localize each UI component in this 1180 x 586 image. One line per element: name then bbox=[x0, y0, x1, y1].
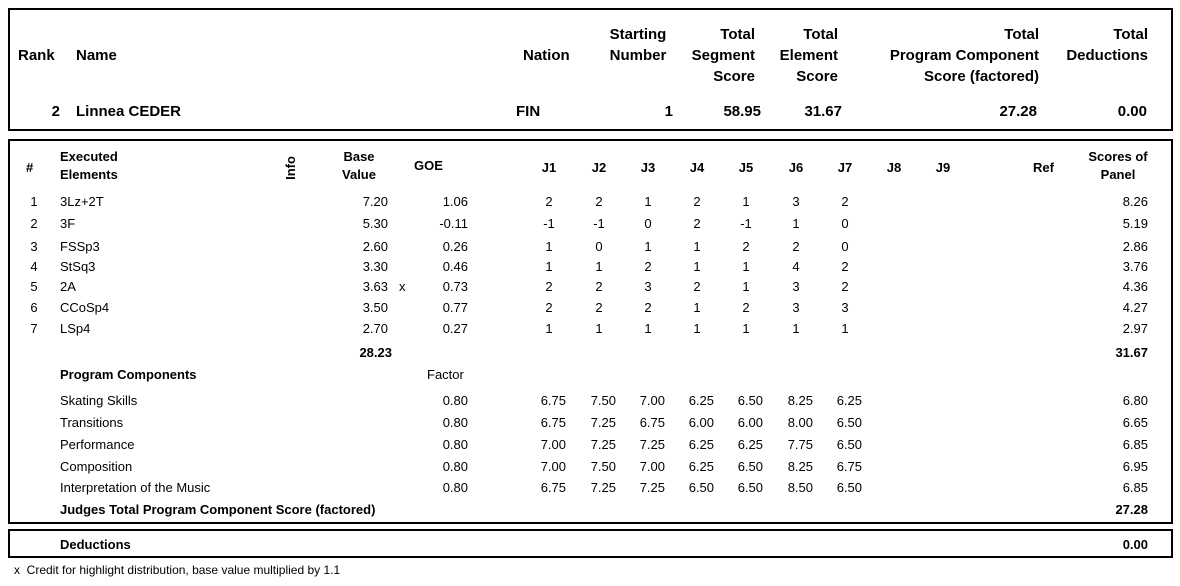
judge-score: 2 bbox=[595, 300, 603, 315]
judge-score: 1 bbox=[792, 216, 800, 231]
component-judge-score: 6.50 bbox=[836, 415, 862, 430]
component-name: Skating Skills bbox=[60, 393, 138, 408]
judge-score: 2 bbox=[545, 300, 553, 315]
ref-header: Ref bbox=[1033, 160, 1054, 175]
judge-score: -1 bbox=[543, 216, 555, 231]
judge-score: 2 bbox=[792, 239, 800, 254]
judge-score: 1 bbox=[595, 321, 603, 336]
component-judge-score: 6.25 bbox=[688, 459, 714, 474]
judge-score: 2 bbox=[644, 300, 652, 315]
name-header: Name bbox=[76, 47, 117, 64]
deductions-header: Total Deductions bbox=[1066, 26, 1148, 64]
element-base-value: 2.70 bbox=[362, 321, 388, 336]
component-judge-score: 6.75 bbox=[639, 415, 665, 430]
component-factor: 0.80 bbox=[442, 393, 468, 408]
component-factor: 0.80 bbox=[442, 480, 468, 495]
judge-score: 0 bbox=[595, 239, 603, 254]
element-number: 1 bbox=[30, 194, 38, 209]
element-panel-score: 4.27 bbox=[1122, 300, 1148, 315]
component-judge-score: 7.00 bbox=[540, 459, 566, 474]
program-components-title: Program Components bbox=[60, 367, 197, 382]
element-goe: 0.46 bbox=[442, 259, 468, 274]
element-goe: 0.73 bbox=[442, 279, 468, 294]
judge-score: 1 bbox=[644, 321, 652, 336]
element-number: 2 bbox=[30, 216, 38, 231]
component-judge-score: 6.75 bbox=[836, 459, 862, 474]
judge-score: -1 bbox=[593, 216, 605, 231]
element-base-value: 3.63 bbox=[362, 279, 388, 294]
element-name: StSq3 bbox=[60, 259, 96, 274]
judge-score: 1 bbox=[742, 259, 750, 274]
component-judge-score: 6.75 bbox=[540, 393, 566, 408]
judge-header-j7: J7 bbox=[837, 160, 853, 175]
element-base-value: 3.50 bbox=[362, 300, 388, 315]
element-number: 3 bbox=[30, 239, 38, 254]
component-panel-score: 6.85 bbox=[1122, 480, 1148, 495]
component-judge-score: 7.00 bbox=[639, 459, 665, 474]
nation-header: Nation bbox=[523, 47, 570, 64]
element-base-value: 7.20 bbox=[362, 194, 388, 209]
judge-score: 4 bbox=[792, 259, 800, 274]
judge-header-j4: J4 bbox=[689, 160, 705, 175]
skater-nation: FIN bbox=[516, 103, 541, 120]
judge-score: 1 bbox=[595, 259, 603, 274]
component-judge-score: 7.25 bbox=[590, 480, 616, 495]
judge-score: 1 bbox=[644, 194, 652, 209]
component-judge-score: 6.00 bbox=[737, 415, 763, 430]
component-factor: 0.80 bbox=[442, 459, 468, 474]
pcs-header: Total Program Component Score (factored) bbox=[889, 26, 1039, 85]
component-panel-score: 6.65 bbox=[1122, 415, 1148, 430]
judge-score: 1 bbox=[693, 239, 701, 254]
component-name: Transitions bbox=[60, 415, 124, 430]
element-panel-score: 8.26 bbox=[1122, 194, 1148, 209]
element-goe: 0.26 bbox=[442, 239, 468, 254]
num-header: # bbox=[26, 160, 34, 175]
goe-header: GOE bbox=[414, 158, 443, 173]
elements-base-total: 28.23 bbox=[359, 345, 392, 360]
component-name: Composition bbox=[60, 459, 133, 474]
base-value-header: Base Value bbox=[342, 149, 376, 182]
component-judge-score: 6.50 bbox=[688, 480, 714, 495]
deductions-box bbox=[8, 529, 1173, 558]
skater-name: Linnea CEDER bbox=[76, 103, 182, 120]
skater-tss: 58.95 bbox=[723, 103, 761, 120]
judge-score: 2 bbox=[841, 279, 849, 294]
deductions-label: Deductions bbox=[60, 537, 131, 552]
judge-score: 1 bbox=[792, 321, 800, 336]
element-name: 3Lz+2T bbox=[60, 194, 104, 209]
component-judge-score: 7.25 bbox=[639, 437, 665, 452]
element-number: 6 bbox=[30, 300, 38, 315]
element-panel-score: 5.19 bbox=[1122, 216, 1148, 231]
component-judge-score: 7.75 bbox=[787, 437, 813, 452]
element-base-value: 3.30 bbox=[362, 259, 388, 274]
judge-header-j2: J2 bbox=[591, 160, 607, 175]
judge-score: -1 bbox=[740, 216, 752, 231]
component-name: Performance bbox=[60, 437, 135, 452]
judge-score: 3 bbox=[644, 279, 652, 294]
rank-header: Rank bbox=[18, 47, 55, 64]
element-number: 4 bbox=[30, 259, 38, 274]
element-goe: 0.77 bbox=[442, 300, 468, 315]
component-judge-score: 8.50 bbox=[787, 480, 813, 495]
component-judge-score: 6.50 bbox=[836, 480, 862, 495]
judge-score: 2 bbox=[693, 216, 701, 231]
component-panel-score: 6.85 bbox=[1122, 437, 1148, 452]
element-panel-score: 3.76 bbox=[1122, 259, 1148, 274]
judge-score: 1 bbox=[742, 321, 750, 336]
judge-score: 1 bbox=[742, 194, 750, 209]
element-panel-score: 4.36 bbox=[1122, 279, 1148, 294]
judge-score: 3 bbox=[841, 300, 849, 315]
tss-header: Total Segment Score bbox=[691, 26, 755, 85]
judge-score: 2 bbox=[693, 194, 701, 209]
panel-score-header: Scores of Panel bbox=[1088, 149, 1148, 182]
judge-score: 1 bbox=[545, 259, 553, 274]
judge-header-j8: J8 bbox=[886, 160, 902, 175]
component-panel-score: 6.95 bbox=[1122, 459, 1148, 474]
factor-header: Factor bbox=[427, 367, 464, 382]
judge-score: 0 bbox=[841, 239, 849, 254]
judge-score: 2 bbox=[742, 239, 750, 254]
elements-score-total: 31.67 bbox=[1115, 345, 1148, 360]
starting-number-header: Starting Number bbox=[609, 26, 667, 64]
element-highlight-mark: x bbox=[399, 279, 406, 294]
element-panel-score: 2.86 bbox=[1122, 239, 1148, 254]
component-judge-score: 7.00 bbox=[540, 437, 566, 452]
footnote bbox=[14, 563, 340, 577]
element-number: 5 bbox=[30, 279, 38, 294]
judge-score: 2 bbox=[545, 194, 553, 209]
component-judge-score: 6.50 bbox=[737, 393, 763, 408]
element-name: 2A bbox=[60, 279, 76, 294]
component-judge-score: 6.25 bbox=[836, 393, 862, 408]
judge-header-j6: J6 bbox=[788, 160, 804, 175]
tes-header: Total Element Score bbox=[779, 26, 838, 85]
component-judge-score: 8.25 bbox=[787, 393, 813, 408]
judge-score: 2 bbox=[742, 300, 750, 315]
judge-score: 2 bbox=[841, 194, 849, 209]
element-name: FSSp3 bbox=[60, 239, 100, 254]
judge-score: 2 bbox=[545, 279, 553, 294]
judge-score: 1 bbox=[841, 321, 849, 336]
judge-header-j1: J1 bbox=[541, 160, 557, 175]
element-name: LSp4 bbox=[60, 321, 91, 336]
judge-score: 3 bbox=[792, 279, 800, 294]
component-judge-score: 7.00 bbox=[639, 393, 665, 408]
judge-score: 0 bbox=[644, 216, 652, 231]
component-judge-score: 7.25 bbox=[590, 415, 616, 430]
skater-pcs: 27.28 bbox=[999, 103, 1037, 120]
judge-score: 3 bbox=[792, 300, 800, 315]
element-goe: 0.27 bbox=[442, 321, 468, 336]
skater-tes: 31.67 bbox=[804, 103, 842, 120]
component-judge-score: 6.75 bbox=[540, 415, 566, 430]
component-judge-score: 6.25 bbox=[737, 437, 763, 452]
element-base-value: 2.60 bbox=[362, 239, 388, 254]
judge-score: 3 bbox=[792, 194, 800, 209]
judge-score: 1 bbox=[742, 279, 750, 294]
judge-score: 2 bbox=[841, 259, 849, 274]
component-judge-score: 7.50 bbox=[590, 459, 616, 474]
executed-elements-header: Executed Elements bbox=[60, 149, 118, 182]
component-panel-score: 6.80 bbox=[1122, 393, 1148, 408]
component-judge-score: 6.25 bbox=[688, 437, 714, 452]
judge-score: 0 bbox=[841, 216, 849, 231]
element-panel-score: 2.97 bbox=[1122, 321, 1148, 336]
element-number: 7 bbox=[30, 321, 38, 336]
footnote-text: Credit for highlight distribution, base value multiplied by 1.1 bbox=[26, 563, 341, 577]
component-name: Interpretation of the Music bbox=[60, 480, 211, 495]
judge-score: 1 bbox=[545, 321, 553, 336]
component-judge-score: 6.00 bbox=[688, 415, 714, 430]
judge-score: 2 bbox=[693, 279, 701, 294]
component-judge-score: 6.75 bbox=[540, 480, 566, 495]
judge-header-j5: J5 bbox=[738, 160, 754, 175]
element-goe: -0.11 bbox=[439, 216, 468, 231]
component-judge-score: 6.25 bbox=[688, 393, 714, 408]
element-name: CCoSp4 bbox=[60, 300, 110, 315]
deductions-value: 0.00 bbox=[1122, 537, 1148, 552]
component-judge-score: 7.50 bbox=[590, 393, 616, 408]
judge-score: 2 bbox=[595, 279, 603, 294]
judge-score: 1 bbox=[693, 321, 701, 336]
info-header: Info bbox=[283, 156, 298, 180]
judge-header-j3: J3 bbox=[640, 160, 656, 175]
judge-score: 2 bbox=[595, 194, 603, 209]
judge-score: 1 bbox=[693, 300, 701, 315]
judge-score: 1 bbox=[545, 239, 553, 254]
component-factor: 0.80 bbox=[442, 415, 468, 430]
skater-starting-number: 1 bbox=[664, 103, 673, 120]
skater-rank: 2 bbox=[51, 103, 60, 120]
pcs-total-label: Judges Total Program Component Score (factored) bbox=[60, 502, 376, 517]
judge-score: 1 bbox=[693, 259, 701, 274]
component-judge-score: 7.25 bbox=[639, 480, 665, 495]
footnote-mark: x bbox=[14, 563, 20, 577]
component-factor: 0.80 bbox=[442, 437, 468, 452]
component-judge-score: 6.50 bbox=[737, 459, 763, 474]
skater-deductions: 0.00 bbox=[1117, 103, 1147, 120]
component-judge-score: 7.25 bbox=[590, 437, 616, 452]
component-judge-score: 6.50 bbox=[737, 480, 763, 495]
judge-score: 1 bbox=[644, 239, 652, 254]
judge-header-j9: J9 bbox=[935, 160, 951, 175]
element-name: 3F bbox=[60, 216, 76, 231]
element-base-value: 5.30 bbox=[362, 216, 388, 231]
component-judge-score: 8.25 bbox=[787, 459, 813, 474]
judge-score: 2 bbox=[644, 259, 652, 274]
component-judge-score: 6.50 bbox=[836, 437, 862, 452]
element-goe: 1.06 bbox=[442, 194, 468, 209]
pcs-total-value: 27.28 bbox=[1115, 502, 1148, 517]
component-judge-score: 8.00 bbox=[787, 415, 813, 430]
